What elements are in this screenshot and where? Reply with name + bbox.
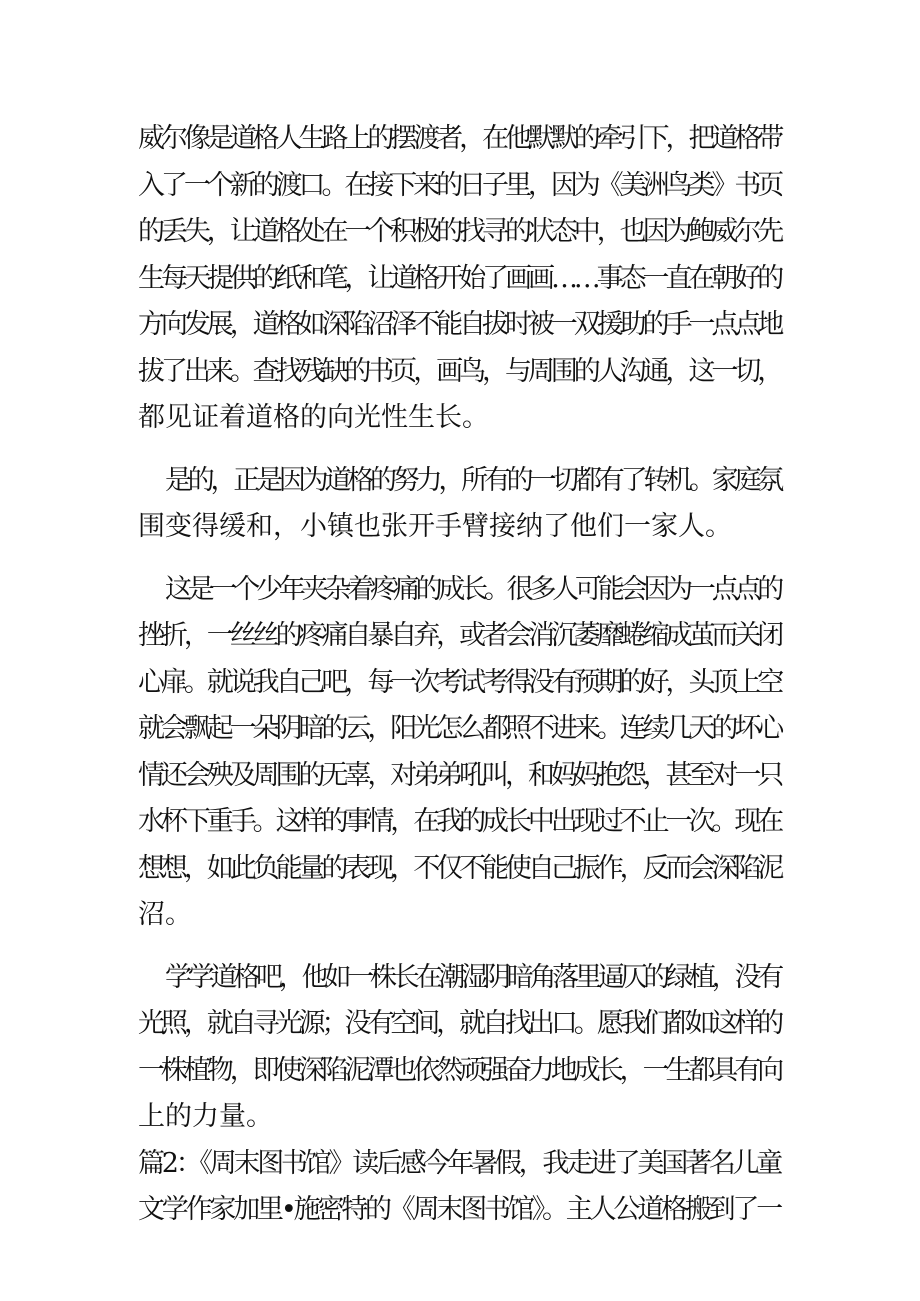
text-line: 都见证着道格的向光性生长。	[138, 402, 489, 433]
text-line: 一株植物，即使深陷泥潭也依然顽强奋力地成长，一生都具有向	[138, 1054, 780, 1086]
document-body	[138, 116, 780, 1234]
paragraph-2	[138, 458, 780, 551]
paragraph-1	[138, 116, 780, 442]
text-line: 情还会殃及周围的无辜，对弟弟吼叫，和妈妈抱怨，甚至对一只	[138, 759, 780, 791]
text-line: 文学作家加里•施密特的《周末图书馆》。主人公道格搬到了一	[138, 1194, 780, 1225]
text-line: 想想，如此负能量的表现，不仅不能使自己振作，反而会深陷泥	[138, 852, 780, 884]
text-line: 上的力量。	[138, 1101, 273, 1132]
text-line: 光照，就自寻光源；没有空间，就自找出口。愿我们都如这样的	[138, 1008, 780, 1039]
text-line: 心扉。就说我自己吧，每一次考试考得没有预期的好，头顶上空	[138, 666, 780, 698]
text-line: 学学道格吧，他如一株长在潮湿阴暗角落里逼仄的绿植，没有	[165, 961, 780, 993]
text-line: 就会飘起一朵阴暗的云，阳光怎么都照不进来。连续几天的坏心	[138, 713, 780, 744]
text-line: 方向发展，道格如深陷沼泽不能自拔时被一双援助的手一点点地	[138, 309, 780, 340]
paragraph-4	[138, 955, 780, 1141]
text-line: 生每天提供的纸和笔，让道格开始了画画……事态一直在朝好的	[138, 262, 780, 294]
text-line: 挫折，一丝丝的疼痛自暴自弃，或者会消沉萎靡蜷缩成茧而关闭	[138, 620, 780, 651]
text-line: 的丢失，让道格处在一个积极的找寻的状态中，也因为鲍威尔先	[138, 216, 780, 247]
text-line: 入了一个新的渡口。在接下来的日子里，因为《美洲鸟类》书页	[138, 169, 780, 201]
paragraph-5	[138, 1141, 780, 1234]
text-line: 水杯下重手。这样的事情，在我的成长中出现过不止一次。现在	[138, 806, 780, 837]
text-line: 沼。	[138, 899, 192, 930]
text-line: 篇2：《周末图书馆》读后感今年暑假，我走进了美国著名儿童	[138, 1147, 780, 1179]
text-line: 这是一个少年夹杂着疼痛的成长。很多人可能会因为一点点的	[165, 573, 780, 605]
paragraph-3	[138, 567, 780, 939]
text-line: 威尔像是道格人生路上的摆渡者，在他默默的牵引下，把道格带	[138, 123, 780, 154]
text-line: 拔了出来。查找残缺的书页，画鸟，与周围的人沟通，这一切，	[138, 355, 780, 387]
text-line: 是的，正是因为道格的努力，所有的一切都有了转机。家庭氛	[165, 464, 780, 496]
text-line: 围变得缓和，小镇也张开手臂接纳了他们一家人。	[138, 511, 732, 542]
